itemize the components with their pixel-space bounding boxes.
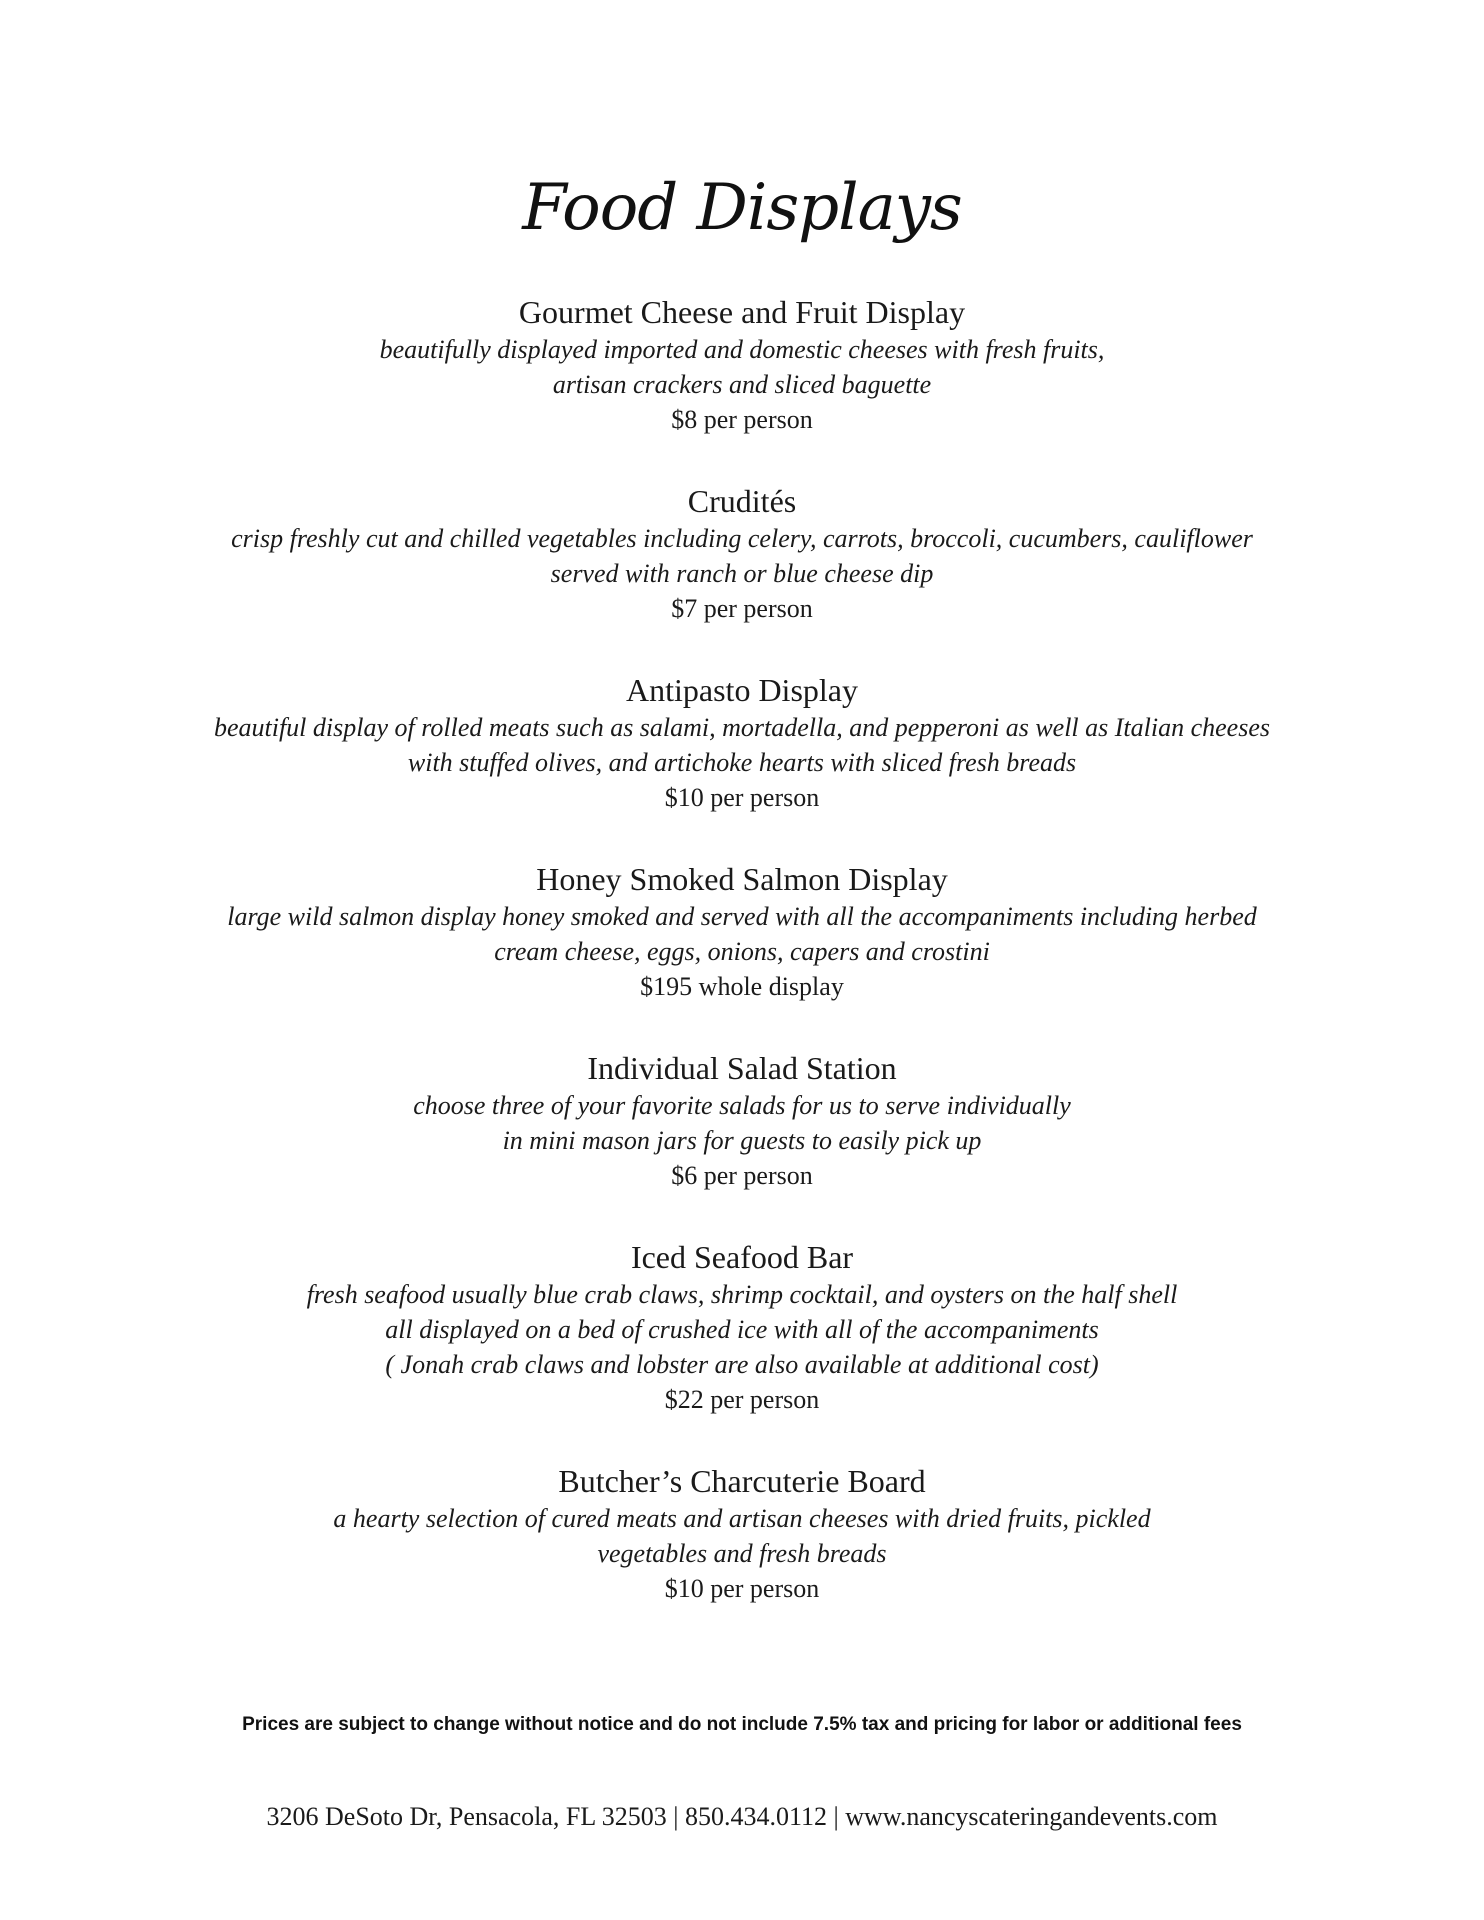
menu-list — [0, 292, 1484, 1650]
item-description-line: served with ranch or blue cheese dip — [550, 559, 934, 588]
item-description-line: a hearty selection of cured meats and artisan cheeses with dried fruits, pickled — [333, 1504, 1151, 1533]
item-description-line: beautiful display of rolled meats such as salami, mortadella, and pepperoni as well as Italian cheeses — [213, 713, 1271, 742]
item-price: $10 per person — [664, 1574, 820, 1603]
item-name: Iced Seafood Bar — [630, 1239, 854, 1275]
menu-item — [0, 1461, 1484, 1606]
item-name: Honey Smoked Salmon Display — [536, 861, 948, 897]
item-description-line: in mini mason jars for guests to easily pick up — [502, 1126, 982, 1155]
item-description-line: vegetables and fresh breads — [597, 1539, 887, 1568]
item-price: $8 per person — [671, 405, 813, 434]
item-name: Butcher’s Charcuterie Board — [558, 1463, 926, 1499]
item-price: $7 per person — [671, 594, 813, 623]
pricing-disclaimer: Prices are subject to change without notice and do not include 7.5% tax and pricing for labor or additional fees — [242, 1714, 1242, 1735]
item-description-line: artisan crackers and sliced baguette — [552, 370, 932, 399]
item-description-line: ( Jonah crab claws and lobster are also available at additional cost) — [385, 1350, 1099, 1379]
page-title: Food Displays — [522, 171, 962, 245]
item-price: $10 per person — [664, 783, 820, 812]
item-name: Antipasto Display — [626, 672, 858, 708]
item-name: Crudités — [687, 483, 797, 519]
item-description-line: choose three of your favorite salads for us to serve individually — [413, 1091, 1071, 1120]
menu-item — [0, 1048, 1484, 1193]
contact-footer: 3206 DeSoto Dr, Pensacola, FL 32503 | 850.434.0112 | www.nancyscateringandevents.com — [266, 1802, 1218, 1831]
item-name: Gourmet Cheese and Fruit Display — [518, 294, 966, 330]
menu-item — [0, 1237, 1484, 1417]
item-description-line: all displayed on a bed of crushed ice with all of the accompaniments — [385, 1315, 1099, 1344]
menu-item — [0, 859, 1484, 1004]
item-price: $195 whole display — [640, 972, 844, 1001]
item-description-line: large wild salmon display honey smoked and served with all the accompaniments including herbed — [227, 902, 1257, 931]
item-description-line: crisp freshly cut and chilled vegetables including celery, carrots, broccoli, cucumbers, cauliflower — [231, 524, 1253, 553]
menu-item — [0, 481, 1484, 626]
item-price: $22 per person — [664, 1385, 820, 1414]
item-price: $6 per person — [671, 1161, 813, 1190]
item-description-line: fresh seafood usually blue crab claws, shrimp cocktail, and oysters on the half shell — [306, 1280, 1178, 1309]
menu-item — [0, 670, 1484, 815]
item-name: Individual Salad Station — [587, 1050, 897, 1086]
item-description-line: cream cheese, eggs, onions, capers and crostini — [494, 937, 990, 966]
item-description-line: with stuffed olives, and artichoke hearts with sliced fresh breads — [407, 748, 1077, 777]
item-description-line: beautifully displayed imported and domestic cheeses with fresh fruits, — [379, 335, 1105, 364]
menu-item — [0, 292, 1484, 437]
